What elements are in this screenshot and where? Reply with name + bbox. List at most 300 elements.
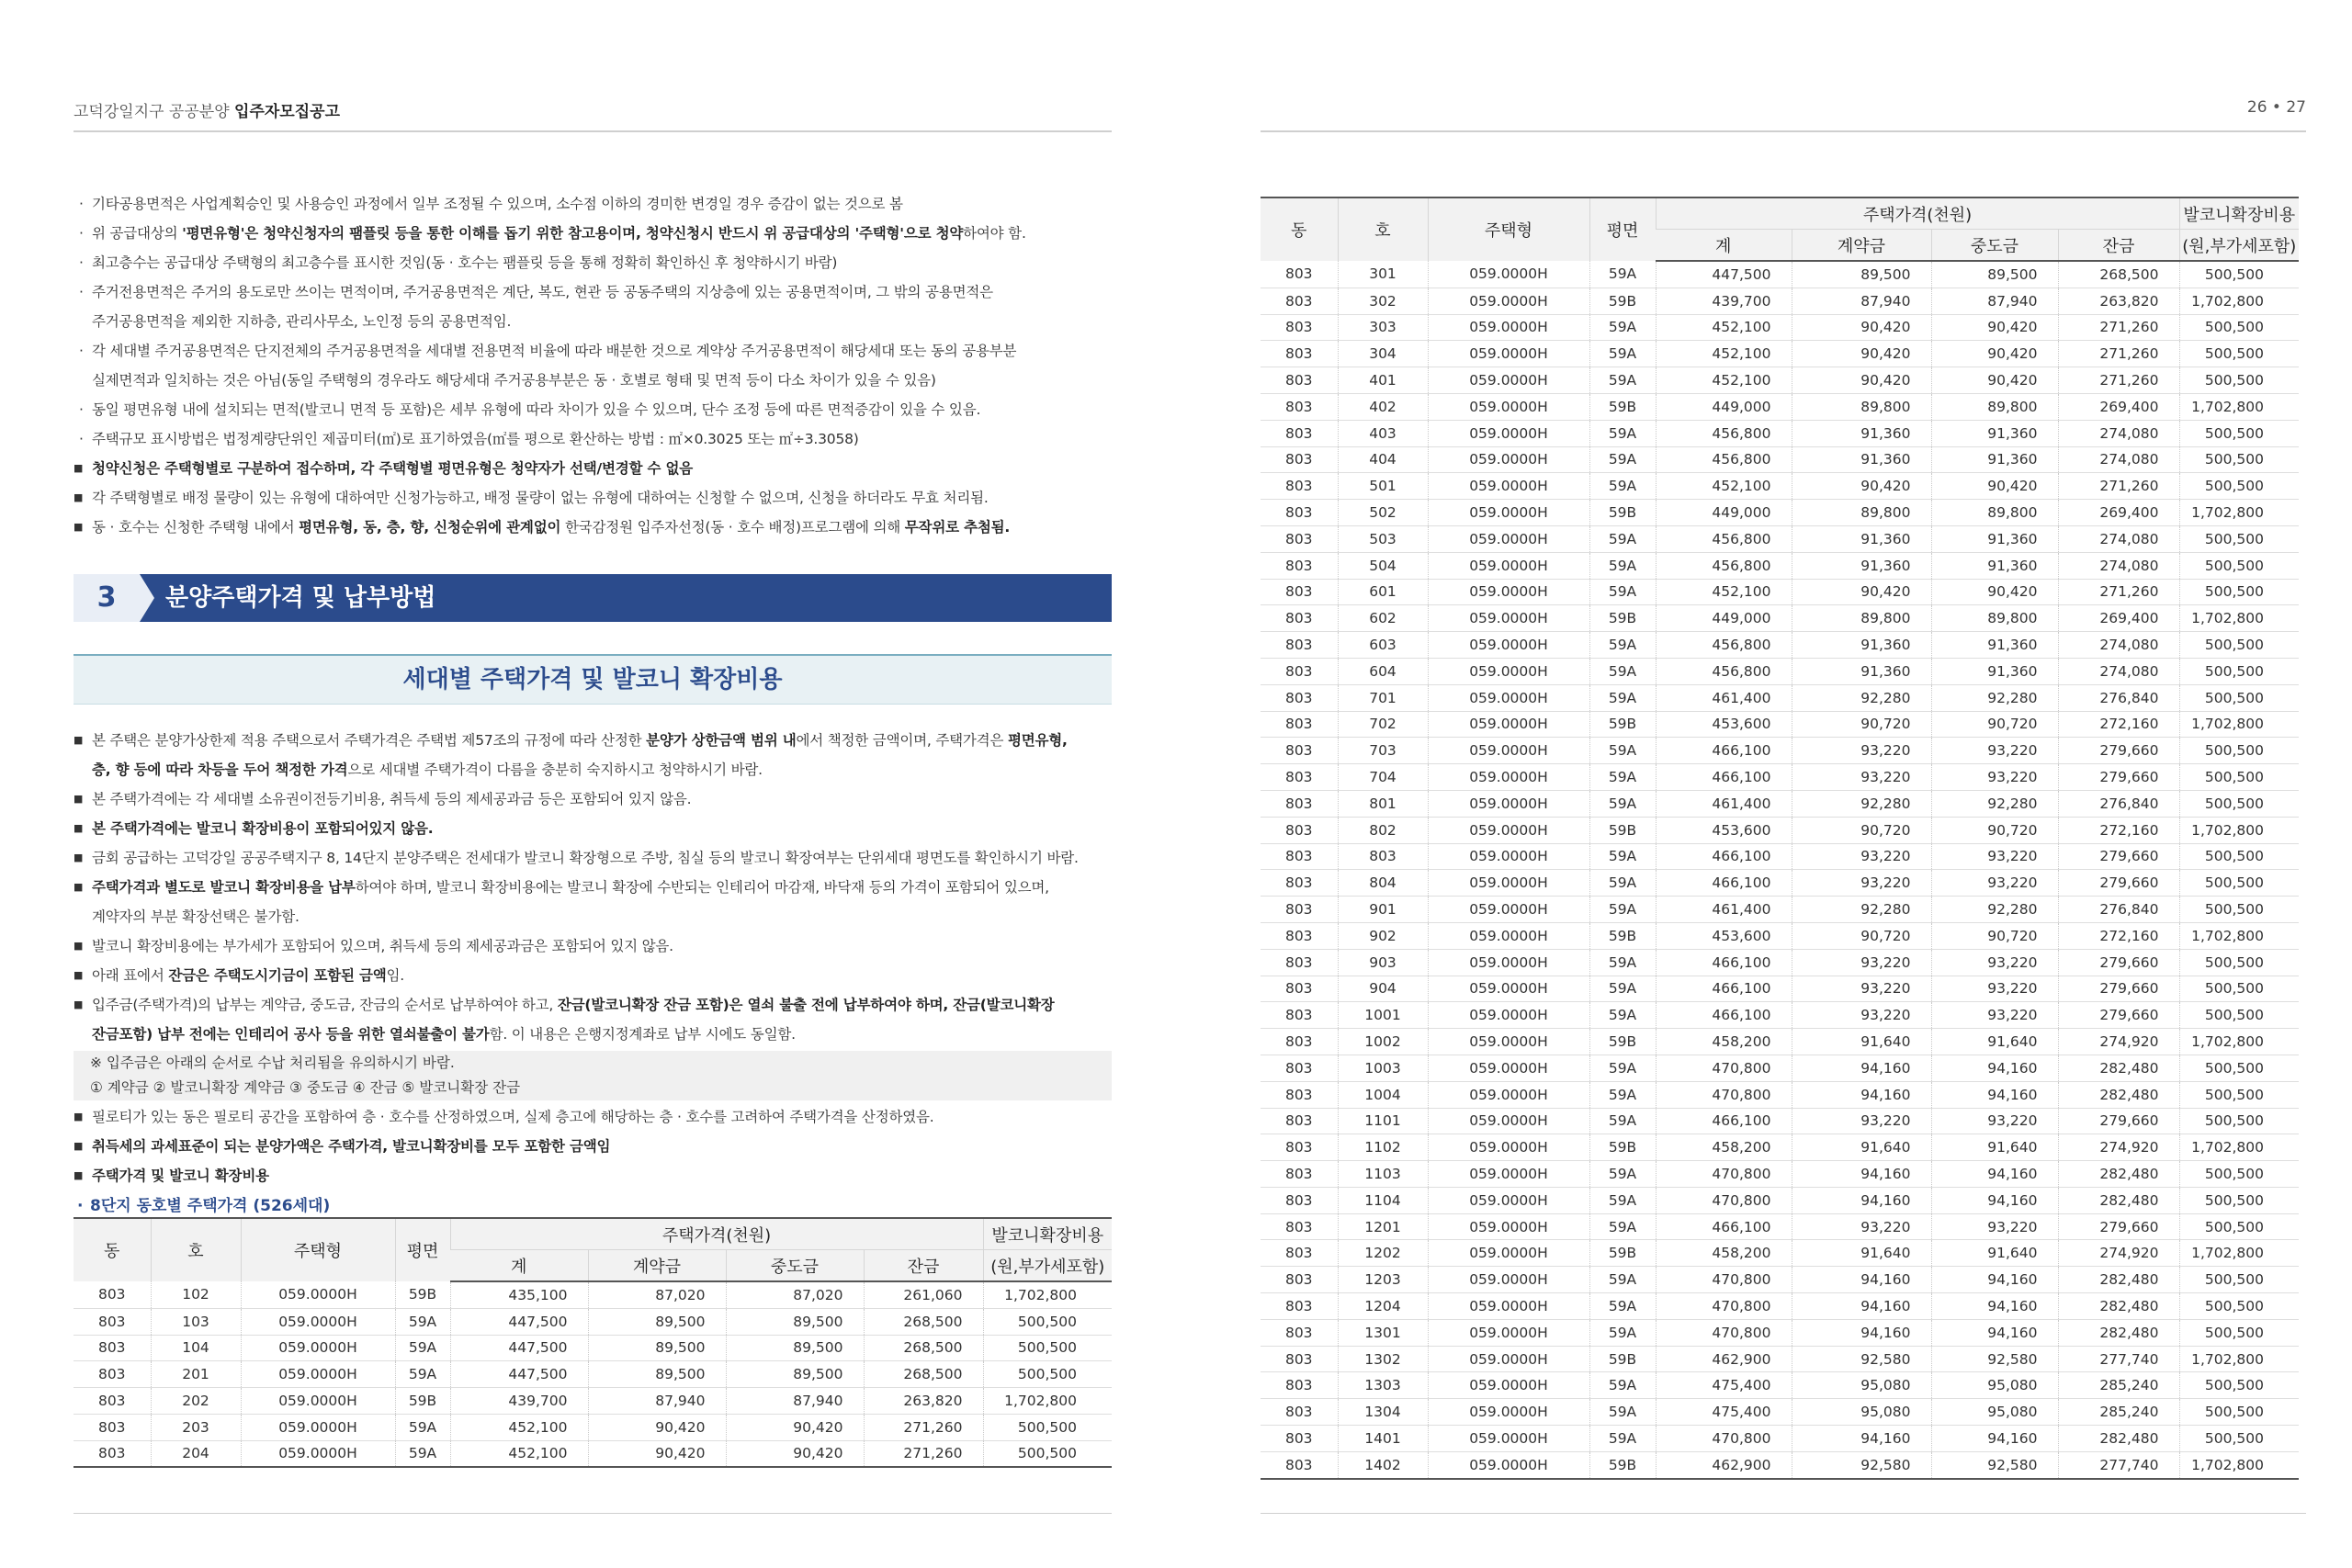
- cell-ho: 501: [1338, 473, 1428, 500]
- cell-middle-payment: 90,420: [1931, 314, 2058, 341]
- cell-balance: 279,660: [2058, 949, 2179, 976]
- cell-plan-type: 59A: [1589, 261, 1656, 288]
- cell-balance: 271,260: [864, 1440, 983, 1467]
- cell-housing-type: 059.0000H: [1428, 897, 1589, 923]
- cell-balance: 274,920: [2058, 1240, 2179, 1267]
- table-row: [1261, 1346, 2299, 1372]
- cell-contract-deposit: 93,220: [1792, 764, 1931, 791]
- table-row: [1261, 473, 2299, 500]
- running-title: [74, 98, 340, 121]
- cell-balance: 274,080: [2058, 420, 2179, 446]
- footer-divider: [1261, 1513, 2306, 1514]
- cell-housing-type: 059.0000H: [241, 1308, 395, 1335]
- col-balcony-2: (원,부가세포함): [2179, 230, 2299, 262]
- cell-contract-deposit: 93,220: [1792, 976, 1931, 1002]
- cell-middle-payment: 94,160: [1931, 1426, 2058, 1452]
- cell-ho: 402: [1338, 393, 1428, 420]
- cell-balcony-cost: 500,500: [2179, 738, 2299, 764]
- table-row: [1261, 711, 2299, 738]
- cell-total-price: 456,800: [1656, 446, 1792, 473]
- cell-balcony-cost: 500,500: [983, 1308, 1112, 1335]
- cell-dong: 803: [1261, 1426, 1338, 1452]
- cell-contract-deposit: 90,720: [1792, 922, 1931, 949]
- cell-contract-deposit: 90,420: [1792, 473, 1931, 500]
- cell-total-price: 439,700: [1656, 288, 1792, 314]
- cell-housing-type: 059.0000H: [1428, 1346, 1589, 1372]
- cell-ho: 803: [1338, 843, 1428, 870]
- table-row: [1261, 658, 2299, 684]
- section-arrow-shape: [140, 574, 154, 622]
- cell-ho: 602: [1338, 605, 1428, 632]
- cell-ho: 304: [1338, 341, 1428, 367]
- cell-contract-deposit: 87,020: [588, 1281, 726, 1308]
- cell-housing-type: 059.0000H: [1428, 711, 1589, 738]
- cell-middle-payment: 89,800: [1931, 605, 2058, 632]
- cell-contract-deposit: 93,220: [1792, 1213, 1931, 1240]
- cell-total-price: 466,100: [1656, 1213, 1792, 1240]
- note-segment: 평면유형,: [1007, 732, 1068, 749]
- table-row: [1261, 1029, 2299, 1055]
- cell-balance: 282,480: [2058, 1426, 2179, 1452]
- note-segment: '평면유형'은 청약신청자의 팸플릿 등을 통한 이해를 돕기 위한 참고용이며, 청약신청시 반드시 위 공급대상의 '주택형'으로 청약: [182, 225, 964, 242]
- cell-contract-deposit: 94,160: [1792, 1426, 1931, 1452]
- note-segment: 무작위로 추첨됨.: [904, 519, 1011, 536]
- cell-contract-deposit: 92,280: [1792, 684, 1931, 711]
- cell-total-price: 466,100: [1656, 764, 1792, 791]
- table-row: [1261, 1002, 2299, 1029]
- cell-middle-payment: 91,640: [1931, 1029, 2058, 1055]
- cell-plan-type: 59B: [1589, 605, 1656, 632]
- cell-plan-type: 59A: [1589, 843, 1656, 870]
- cell-ho: 701: [1338, 684, 1428, 711]
- cell-contract-deposit: 95,080: [1792, 1399, 1931, 1426]
- cell-middle-payment: 90,720: [1931, 817, 2058, 843]
- table-body: [74, 1281, 1112, 1467]
- cell-ho: 502: [1338, 500, 1428, 526]
- col-plan: 평면: [395, 1218, 450, 1281]
- cell-balance: 271,260: [2058, 314, 2179, 341]
- cell-plan-type: 59A: [1589, 446, 1656, 473]
- cell-dong: 803: [1261, 393, 1338, 420]
- cell-dong: 803: [1261, 1108, 1338, 1134]
- cell-dong: 803: [74, 1308, 151, 1335]
- cell-balcony-cost: 500,500: [2179, 764, 2299, 791]
- cell-balance: 272,160: [2058, 922, 2179, 949]
- table-row: [1261, 1134, 2299, 1161]
- callout-line: ① 계약금 ② 발코니확장 계약금 ③ 중도금 ④ 잔금 ⑤ 발코니확장 잔금: [90, 1079, 521, 1096]
- cell-balcony-cost: 500,500: [2179, 446, 2299, 473]
- cell-contract-deposit: 92,280: [1792, 790, 1931, 817]
- cell-plan-type: 59A: [1589, 1187, 1656, 1213]
- area-note-item: · 각 세대별 주거공용면적은 단지전체의 주거공용면적을 세대별 전용면적 비율에 따라 배분한 것으로 계약상 주거공용면적이 해당세대 또는 동의 공용부분: [74, 336, 1112, 366]
- cell-balance: 272,160: [2058, 817, 2179, 843]
- cell-total-price: 456,800: [1656, 525, 1792, 552]
- cell-housing-type: 059.0000H: [1428, 976, 1589, 1002]
- cell-dong: 803: [1261, 897, 1338, 923]
- cell-balance: 271,260: [2058, 341, 2179, 367]
- table-row: [1261, 764, 2299, 791]
- table-row: [1261, 341, 2299, 367]
- cell-contract-deposit: 92,580: [1792, 1451, 1931, 1478]
- cell-total-price: 462,900: [1656, 1451, 1792, 1478]
- header-divider: [1261, 130, 2306, 132]
- cell-balance: 274,080: [2058, 658, 2179, 684]
- note-segment: 잔금포함) 납부 전에는 인테리어 공사 등을 위한 열쇠불출이 불가: [92, 1026, 490, 1043]
- cell-housing-type: 059.0000H: [241, 1281, 395, 1308]
- cell-plan-type: 59A: [395, 1440, 450, 1467]
- cell-plan-type: 59A: [1589, 367, 1656, 394]
- col-balcony-1: 발코니확장비용: [2179, 197, 2299, 230]
- table-row: [1261, 579, 2299, 605]
- price-notes-list-2: [74, 1102, 1112, 1190]
- cell-total-price: 453,600: [1656, 817, 1792, 843]
- cell-balcony-cost: 1,702,800: [2179, 817, 2299, 843]
- table-row: [1261, 1267, 2299, 1293]
- cell-balance: 263,820: [2058, 288, 2179, 314]
- table-row: [1261, 1451, 2299, 1478]
- cell-plan-type: 59A: [1589, 870, 1656, 897]
- cell-dong: 803: [1261, 843, 1338, 870]
- cell-contract-deposit: 91,640: [1792, 1134, 1931, 1161]
- table-row: [1261, 367, 2299, 394]
- cell-total-price: 461,400: [1656, 790, 1792, 817]
- note-segment: 주택가격 및 발코니 확장비용: [92, 1168, 269, 1184]
- cell-dong: 803: [1261, 473, 1338, 500]
- cell-contract-deposit: 90,420: [588, 1440, 726, 1467]
- cell-housing-type: 059.0000H: [1428, 393, 1589, 420]
- cell-housing-type: 059.0000H: [1428, 684, 1589, 711]
- cell-balcony-cost: 500,500: [2179, 525, 2299, 552]
- cell-dong: 803: [1261, 1081, 1338, 1108]
- table-row: [1261, 1108, 2299, 1134]
- cell-dong: 803: [1261, 817, 1338, 843]
- cell-housing-type: 059.0000H: [1428, 1372, 1589, 1399]
- cell-contract-deposit: 91,640: [1792, 1240, 1931, 1267]
- col-price-group: 주택가격(천원): [450, 1218, 983, 1250]
- table-row: [1261, 446, 2299, 473]
- cell-plan-type: 59A: [395, 1308, 450, 1335]
- running-title-prefix: 고덕강일지구 공공분양: [74, 103, 230, 121]
- page-numbers: 26 • 27: [2246, 98, 2306, 117]
- cell-ho: 202: [151, 1388, 241, 1415]
- cell-ho: 302: [1338, 288, 1428, 314]
- cell-ho: 603: [1338, 632, 1428, 659]
- cell-balance: 274,920: [2058, 1029, 2179, 1055]
- cell-housing-type: 059.0000H: [1428, 473, 1589, 500]
- cell-dong: 803: [1261, 1213, 1338, 1240]
- table-row: [1261, 922, 2299, 949]
- table-row: [1261, 870, 2299, 897]
- cell-housing-type: 059.0000H: [1428, 1213, 1589, 1240]
- cell-contract-deposit: 93,220: [1792, 1108, 1931, 1134]
- cell-housing-type: 059.0000H: [1428, 817, 1589, 843]
- cell-contract-deposit: 92,580: [1792, 1346, 1931, 1372]
- cell-dong: 803: [1261, 738, 1338, 764]
- cell-housing-type: 059.0000H: [1428, 1293, 1589, 1320]
- header-divider: [74, 130, 1112, 132]
- table-row: [1261, 1319, 2299, 1346]
- cell-balcony-cost: 500,500: [2179, 1187, 2299, 1213]
- cell-middle-payment: 94,160: [1931, 1319, 2058, 1346]
- cell-total-price: 447,500: [450, 1361, 588, 1388]
- price-note-item: [74, 1020, 1112, 1049]
- table-row: [1261, 420, 2299, 446]
- cell-middle-payment: 90,720: [1931, 922, 2058, 949]
- cell-total-price: 449,000: [1656, 393, 1792, 420]
- cell-ho: 1203: [1338, 1267, 1428, 1293]
- cell-housing-type: 059.0000H: [1428, 870, 1589, 897]
- cell-balance: 279,660: [2058, 976, 2179, 1002]
- col-middle: 중도금: [726, 1250, 864, 1282]
- cell-dong: 803: [1261, 1240, 1338, 1267]
- cell-total-price: 456,800: [1656, 552, 1792, 579]
- cell-middle-payment: 93,220: [1931, 949, 2058, 976]
- price-table-left: [74, 1217, 1112, 1468]
- cell-middle-payment: 94,160: [1931, 1267, 2058, 1293]
- cell-middle-payment: 93,220: [1931, 764, 2058, 791]
- cell-total-price: 470,800: [1656, 1055, 1792, 1081]
- section-title: 분양주택가격 및 납부방법: [165, 584, 436, 612]
- table-row: [1261, 897, 2299, 923]
- cell-balcony-cost: 500,500: [983, 1361, 1112, 1388]
- price-note-item: ■ 필로티가 있는 동은 필로티 공간을 포함하여 층 · 호수를 산정하였으며, 실제 층고에 해당하는 층 · 호수를 고려하여 주택가격을 산정하였음.: [74, 1102, 1112, 1132]
- cell-contract-deposit: 87,940: [588, 1388, 726, 1415]
- cell-middle-payment: 92,580: [1931, 1346, 2058, 1372]
- table-row: [1261, 393, 2299, 420]
- note-segment: 에서 책정한 금액이며, 주택가격은: [796, 732, 1008, 749]
- price-notes: [74, 726, 1112, 1222]
- note-segment: 한국감정원 입주자선정(동 · 호수 배정)프로그램에 의해: [560, 519, 905, 536]
- col-balcony-1: 발코니확장비용: [983, 1218, 1112, 1250]
- table-row: [74, 1388, 1112, 1415]
- cell-ho: 1201: [1338, 1213, 1428, 1240]
- cell-balcony-cost: 500,500: [2179, 976, 2299, 1002]
- cell-balcony-cost: 500,500: [2179, 420, 2299, 446]
- cell-contract-deposit: 94,160: [1792, 1055, 1931, 1081]
- cell-housing-type: 059.0000H: [1428, 1029, 1589, 1055]
- cell-middle-payment: 93,220: [1931, 843, 2058, 870]
- cell-housing-type: 059.0000H: [1428, 1108, 1589, 1134]
- cell-balance: 282,480: [2058, 1319, 2179, 1346]
- cell-balance: 274,080: [2058, 446, 2179, 473]
- cell-ho: 102: [151, 1281, 241, 1308]
- table-row: [1261, 1055, 2299, 1081]
- cell-middle-payment: 91,360: [1931, 446, 2058, 473]
- cell-balance: 279,660: [2058, 738, 2179, 764]
- cell-ho: 204: [151, 1440, 241, 1467]
- cell-balance: 277,740: [2058, 1451, 2179, 1478]
- cell-ho: 703: [1338, 738, 1428, 764]
- cell-contract-deposit: 90,720: [1792, 711, 1931, 738]
- cell-total-price: 449,000: [1656, 605, 1792, 632]
- price-note-item: [74, 755, 1112, 784]
- cell-total-price: 466,100: [1656, 738, 1792, 764]
- cell-total-price: 466,100: [1656, 843, 1792, 870]
- cell-contract-deposit: 89,800: [1792, 393, 1931, 420]
- cell-housing-type: 059.0000H: [1428, 1451, 1589, 1478]
- cell-housing-type: 059.0000H: [1428, 367, 1589, 394]
- cell-balcony-cost: 500,500: [2179, 684, 2299, 711]
- cell-plan-type: 59A: [1589, 473, 1656, 500]
- price-note-item: [74, 726, 1112, 755]
- cell-ho: 1401: [1338, 1426, 1428, 1452]
- cell-plan-type: 59A: [1589, 1426, 1656, 1452]
- price-table-right: [1261, 197, 2299, 1480]
- note-segment: 위 공급대상의: [92, 225, 183, 242]
- note-segment: 으로 세대별 주택가격이 다름을 충분히 숙지하시고 청약하시기 바람.: [347, 761, 763, 778]
- cell-balcony-cost: 500,500: [2179, 790, 2299, 817]
- right-page: [1176, 0, 2352, 1568]
- cell-dong: 803: [1261, 1267, 1338, 1293]
- cell-ho: 604: [1338, 658, 1428, 684]
- cell-total-price: 456,800: [1656, 632, 1792, 659]
- col-plan: 평면: [1589, 197, 1656, 261]
- table-row: [74, 1281, 1112, 1308]
- note-segment: 주택가격과 별도로 발코니 확장비용을 납부: [92, 879, 356, 896]
- cell-ho: 904: [1338, 976, 1428, 1002]
- cell-balcony-cost: 500,500: [2179, 1055, 2299, 1081]
- cell-dong: 803: [1261, 1346, 1338, 1372]
- cell-balcony-cost: 1,702,800: [2179, 288, 2299, 314]
- cell-balcony-cost: 500,500: [2179, 949, 2299, 976]
- cell-housing-type: 059.0000H: [1428, 446, 1589, 473]
- note-segment: 층, 향 등에 따라 차등을 두어 책정한 가격: [92, 761, 348, 778]
- cell-ho: 804: [1338, 870, 1428, 897]
- cell-ho: 104: [151, 1335, 241, 1361]
- cell-contract-deposit: 90,420: [588, 1414, 726, 1440]
- price-note-item: [74, 873, 1112, 902]
- cell-dong: 803: [1261, 341, 1338, 367]
- cell-middle-payment: 89,500: [726, 1308, 864, 1335]
- cell-middle-payment: 92,280: [1931, 684, 2058, 711]
- cell-housing-type: 059.0000H: [1428, 288, 1589, 314]
- cell-middle-payment: 91,360: [1931, 632, 2058, 659]
- price-note-item: ■ 발코니 확장비용에는 부가세가 포함되어 있으며, 취득세 등의 제세공과금은 포함되어 있지 않음.: [74, 931, 1112, 961]
- col-middle: 중도금: [1931, 230, 2058, 262]
- note-segment: 잔금은 주택도시기금이 포함된 금액: [168, 967, 387, 984]
- col-contract: 계약금: [1792, 230, 1931, 262]
- cell-ho: 901: [1338, 897, 1428, 923]
- cell-dong: 803: [1261, 500, 1338, 526]
- cell-housing-type: 059.0000H: [1428, 922, 1589, 949]
- cell-total-price: 453,600: [1656, 922, 1792, 949]
- cell-dong: 803: [1261, 1002, 1338, 1029]
- cell-balcony-cost: 500,500: [2179, 1002, 2299, 1029]
- cell-housing-type: 059.0000H: [1428, 552, 1589, 579]
- cell-plan-type: 59B: [395, 1388, 450, 1415]
- cell-balcony-cost: 500,500: [983, 1335, 1112, 1361]
- cell-contract-deposit: 93,220: [1792, 870, 1931, 897]
- cell-plan-type: 59A: [1589, 1081, 1656, 1108]
- cell-ho: 702: [1338, 711, 1428, 738]
- cell-ho: 401: [1338, 367, 1428, 394]
- cell-total-price: 447,500: [450, 1308, 588, 1335]
- cell-balcony-cost: 1,702,800: [983, 1281, 1112, 1308]
- table-row: [1261, 738, 2299, 764]
- cell-balance: 274,080: [2058, 552, 2179, 579]
- cell-balcony-cost: 500,500: [2179, 1426, 2299, 1452]
- cell-dong: 803: [1261, 632, 1338, 659]
- cell-plan-type: 59A: [1589, 341, 1656, 367]
- cell-plan-type: 59A: [1589, 632, 1656, 659]
- cell-ho: 1402: [1338, 1451, 1428, 1478]
- cell-dong: 803: [1261, 367, 1338, 394]
- cell-middle-payment: 90,720: [1931, 711, 2058, 738]
- cell-middle-payment: 94,160: [1931, 1293, 2058, 1320]
- cell-balcony-cost: 500,500: [2179, 1372, 2299, 1399]
- price-note-item: [74, 1161, 1112, 1190]
- cell-total-price: 470,800: [1656, 1187, 1792, 1213]
- cell-plan-type: 59A: [395, 1414, 450, 1440]
- cell-dong: 803: [1261, 314, 1338, 341]
- cell-total-price: 458,200: [1656, 1029, 1792, 1055]
- cell-contract-deposit: 93,220: [1792, 843, 1931, 870]
- col-ho: 호: [151, 1218, 241, 1281]
- cell-middle-payment: 87,940: [726, 1388, 864, 1415]
- cell-plan-type: 59B: [1589, 1134, 1656, 1161]
- area-note-item: · 주거전용면적은 주거의 용도로만 쓰이는 면적이며, 주거공용면적은 계단, 복도, 현관 등 공동주택의 지상층에 있는 공용면적이며, 그 밖의 공용면적은: [74, 277, 1112, 307]
- cell-total-price: 461,400: [1656, 684, 1792, 711]
- cell-balcony-cost: 500,500: [2179, 367, 2299, 394]
- cell-total-price: 456,800: [1656, 658, 1792, 684]
- table-row: [1261, 500, 2299, 526]
- cell-contract-deposit: 87,940: [1792, 288, 1931, 314]
- table-row: [1261, 1426, 2299, 1452]
- col-total: 계: [1656, 230, 1792, 262]
- cell-housing-type: 059.0000H: [1428, 1187, 1589, 1213]
- cell-balcony-cost: 500,500: [2179, 870, 2299, 897]
- cell-ho: 1001: [1338, 1002, 1428, 1029]
- cell-balance: 271,260: [2058, 367, 2179, 394]
- cell-middle-payment: 95,080: [1931, 1399, 2058, 1426]
- cell-dong: 803: [74, 1440, 151, 1467]
- cell-middle-payment: 93,220: [1931, 870, 2058, 897]
- table-row: [1261, 790, 2299, 817]
- table-row: [1261, 817, 2299, 843]
- note-segment: 동 · 호수는 신청한 주택형 내에서: [92, 519, 300, 536]
- cell-balcony-cost: 500,500: [2179, 261, 2299, 288]
- cell-plan-type: 59A: [1589, 764, 1656, 791]
- cell-ho: 1103: [1338, 1161, 1428, 1188]
- cell-balcony-cost: 500,500: [2179, 473, 2299, 500]
- cell-housing-type: 059.0000H: [1428, 1267, 1589, 1293]
- cell-ho: 1104: [1338, 1187, 1428, 1213]
- area-note-item: [74, 454, 1112, 483]
- cell-contract-deposit: 94,160: [1792, 1187, 1931, 1213]
- cell-contract-deposit: 93,220: [1792, 1002, 1931, 1029]
- cell-ho: 1202: [1338, 1240, 1428, 1267]
- cell-total-price: 475,400: [1656, 1399, 1792, 1426]
- cell-balance: 268,500: [864, 1335, 983, 1361]
- cell-housing-type: 059.0000H: [1428, 1426, 1589, 1452]
- col-balance: 잔금: [2058, 230, 2179, 262]
- cell-dong: 803: [1261, 420, 1338, 446]
- cell-ho: 601: [1338, 579, 1428, 605]
- area-note-item: · 주택규모 표시방법은 법정계량단위인 제곱미터(㎡)로 표기하였음(㎡를 평으로 환산하는 방법 : ㎡×0.3025 또는 ㎡÷3.3058): [74, 424, 1112, 454]
- cell-middle-payment: 89,500: [726, 1361, 864, 1388]
- cell-ho: 801: [1338, 790, 1428, 817]
- cell-contract-deposit: 90,420: [1792, 367, 1931, 394]
- cell-housing-type: 059.0000H: [1428, 632, 1589, 659]
- cell-ho: 1304: [1338, 1399, 1428, 1426]
- table-row: [1261, 314, 2299, 341]
- note-segment: 잔금(발코니확장 잔금 포함)은 열쇠 불출 전에 납부하여야 하며, 잔금(발코니확장: [557, 997, 1055, 1013]
- cell-housing-type: 059.0000H: [1428, 1161, 1589, 1188]
- cell-contract-deposit: 90,720: [1792, 817, 1931, 843]
- note-segment: 입주금(주택가격)의 납부는 계약금, 중도금, 잔금의 순서로 납부하여야 하고,: [92, 997, 558, 1013]
- col-balance: 잔금: [864, 1250, 983, 1282]
- cell-plan-type: 59A: [395, 1335, 450, 1361]
